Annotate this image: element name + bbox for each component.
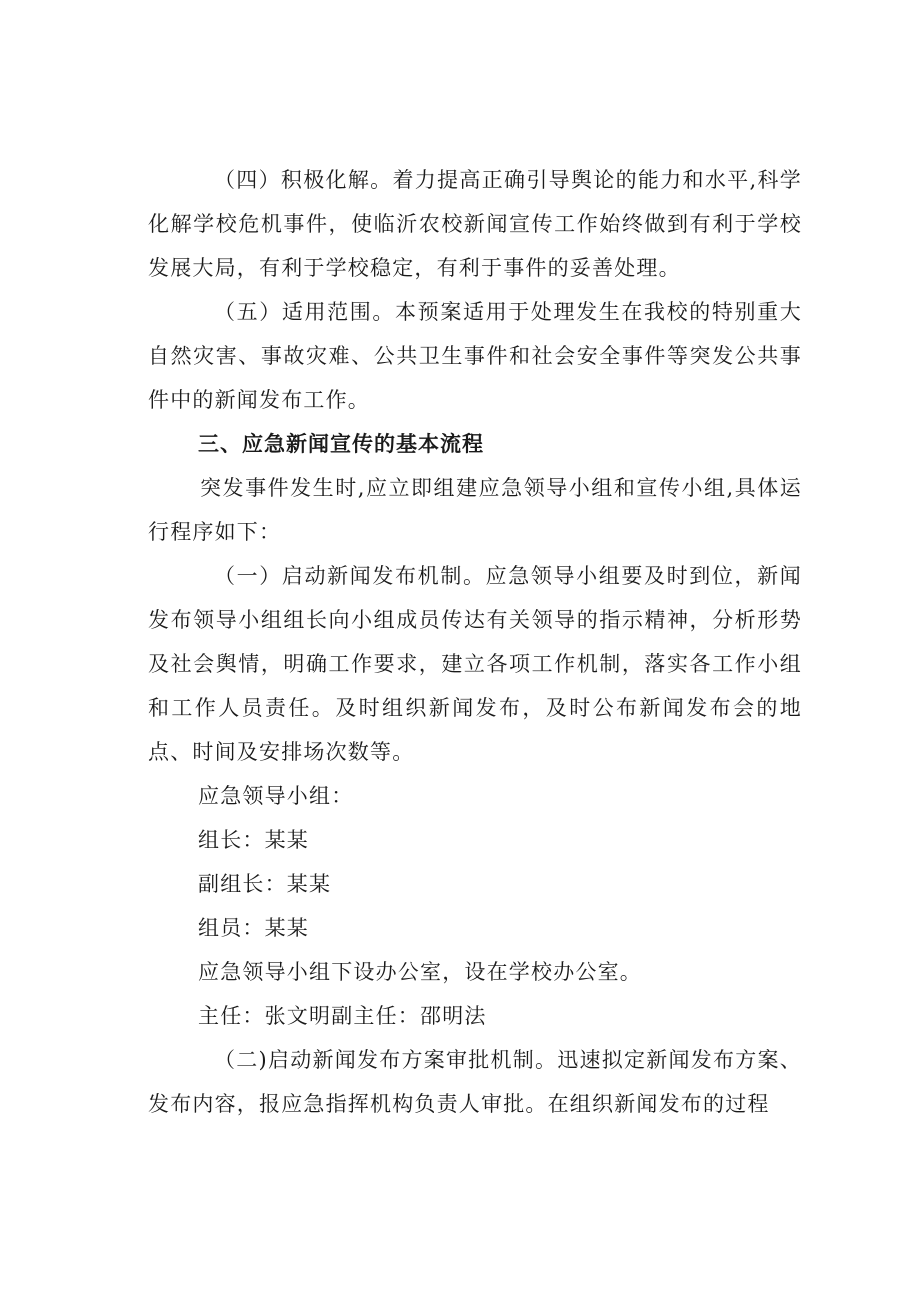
group-members: 组员：某某: [198, 916, 309, 940]
leading-group-title: 应急领导小组：: [198, 784, 354, 808]
paragraph-scope: （五）适用范围。本预案适用于处理发生在我校的特别重大自然灾害、事故灾难、公共卫生事件和社会安全事件等突发公共事件中的新闻发布工作。: [148, 300, 802, 412]
paragraph-start-press-mechanism: （一）启动新闻发布机制。应急领导小组要及时到位，新闻发布领导小组组长向小组成员传达有关领导的指示精神，分析形势及社会舆情，明确工作要求，建立各项工作机制，落实各工作小组和工作人员责任。及时组织新闻发布，及时公布新闻发布会的地点、时间及安排场次数等。: [148, 564, 802, 764]
group-deputy-leader: 副组长：某某: [198, 872, 332, 896]
paragraph-process-intro: 突发事件发生时,应立即组建应急领导小组和宣传小组,具体运行程序如下：: [148, 476, 802, 544]
group-leader: 组长：某某: [198, 828, 309, 852]
document-page: [148, 158, 802, 1126]
section-heading-basic-process: 三、应急新闻宣传的基本流程: [198, 432, 484, 456]
paragraph-proactive-resolution: （四）积极化解。着力提高正确引导舆论的能力和水平,科学化解学校危机事件，使临沂农校新闻宣传工作始终做到有利于学校发展大局，有利于学校稳定，有利于事件的妥善处理。: [148, 168, 802, 280]
office-statement: 应急领导小组下设办公室，设在学校办公室。: [198, 960, 642, 984]
paragraph-approval-mechanism: （二)启动新闻发布方案审批机制。迅速拟定新闻发布方案、发布内容，报应急指挥机构负责人审批。在组织新闻发布的过程: [148, 1048, 802, 1116]
office-directors: 主任：张文明副主任：邵明法: [198, 1004, 487, 1028]
